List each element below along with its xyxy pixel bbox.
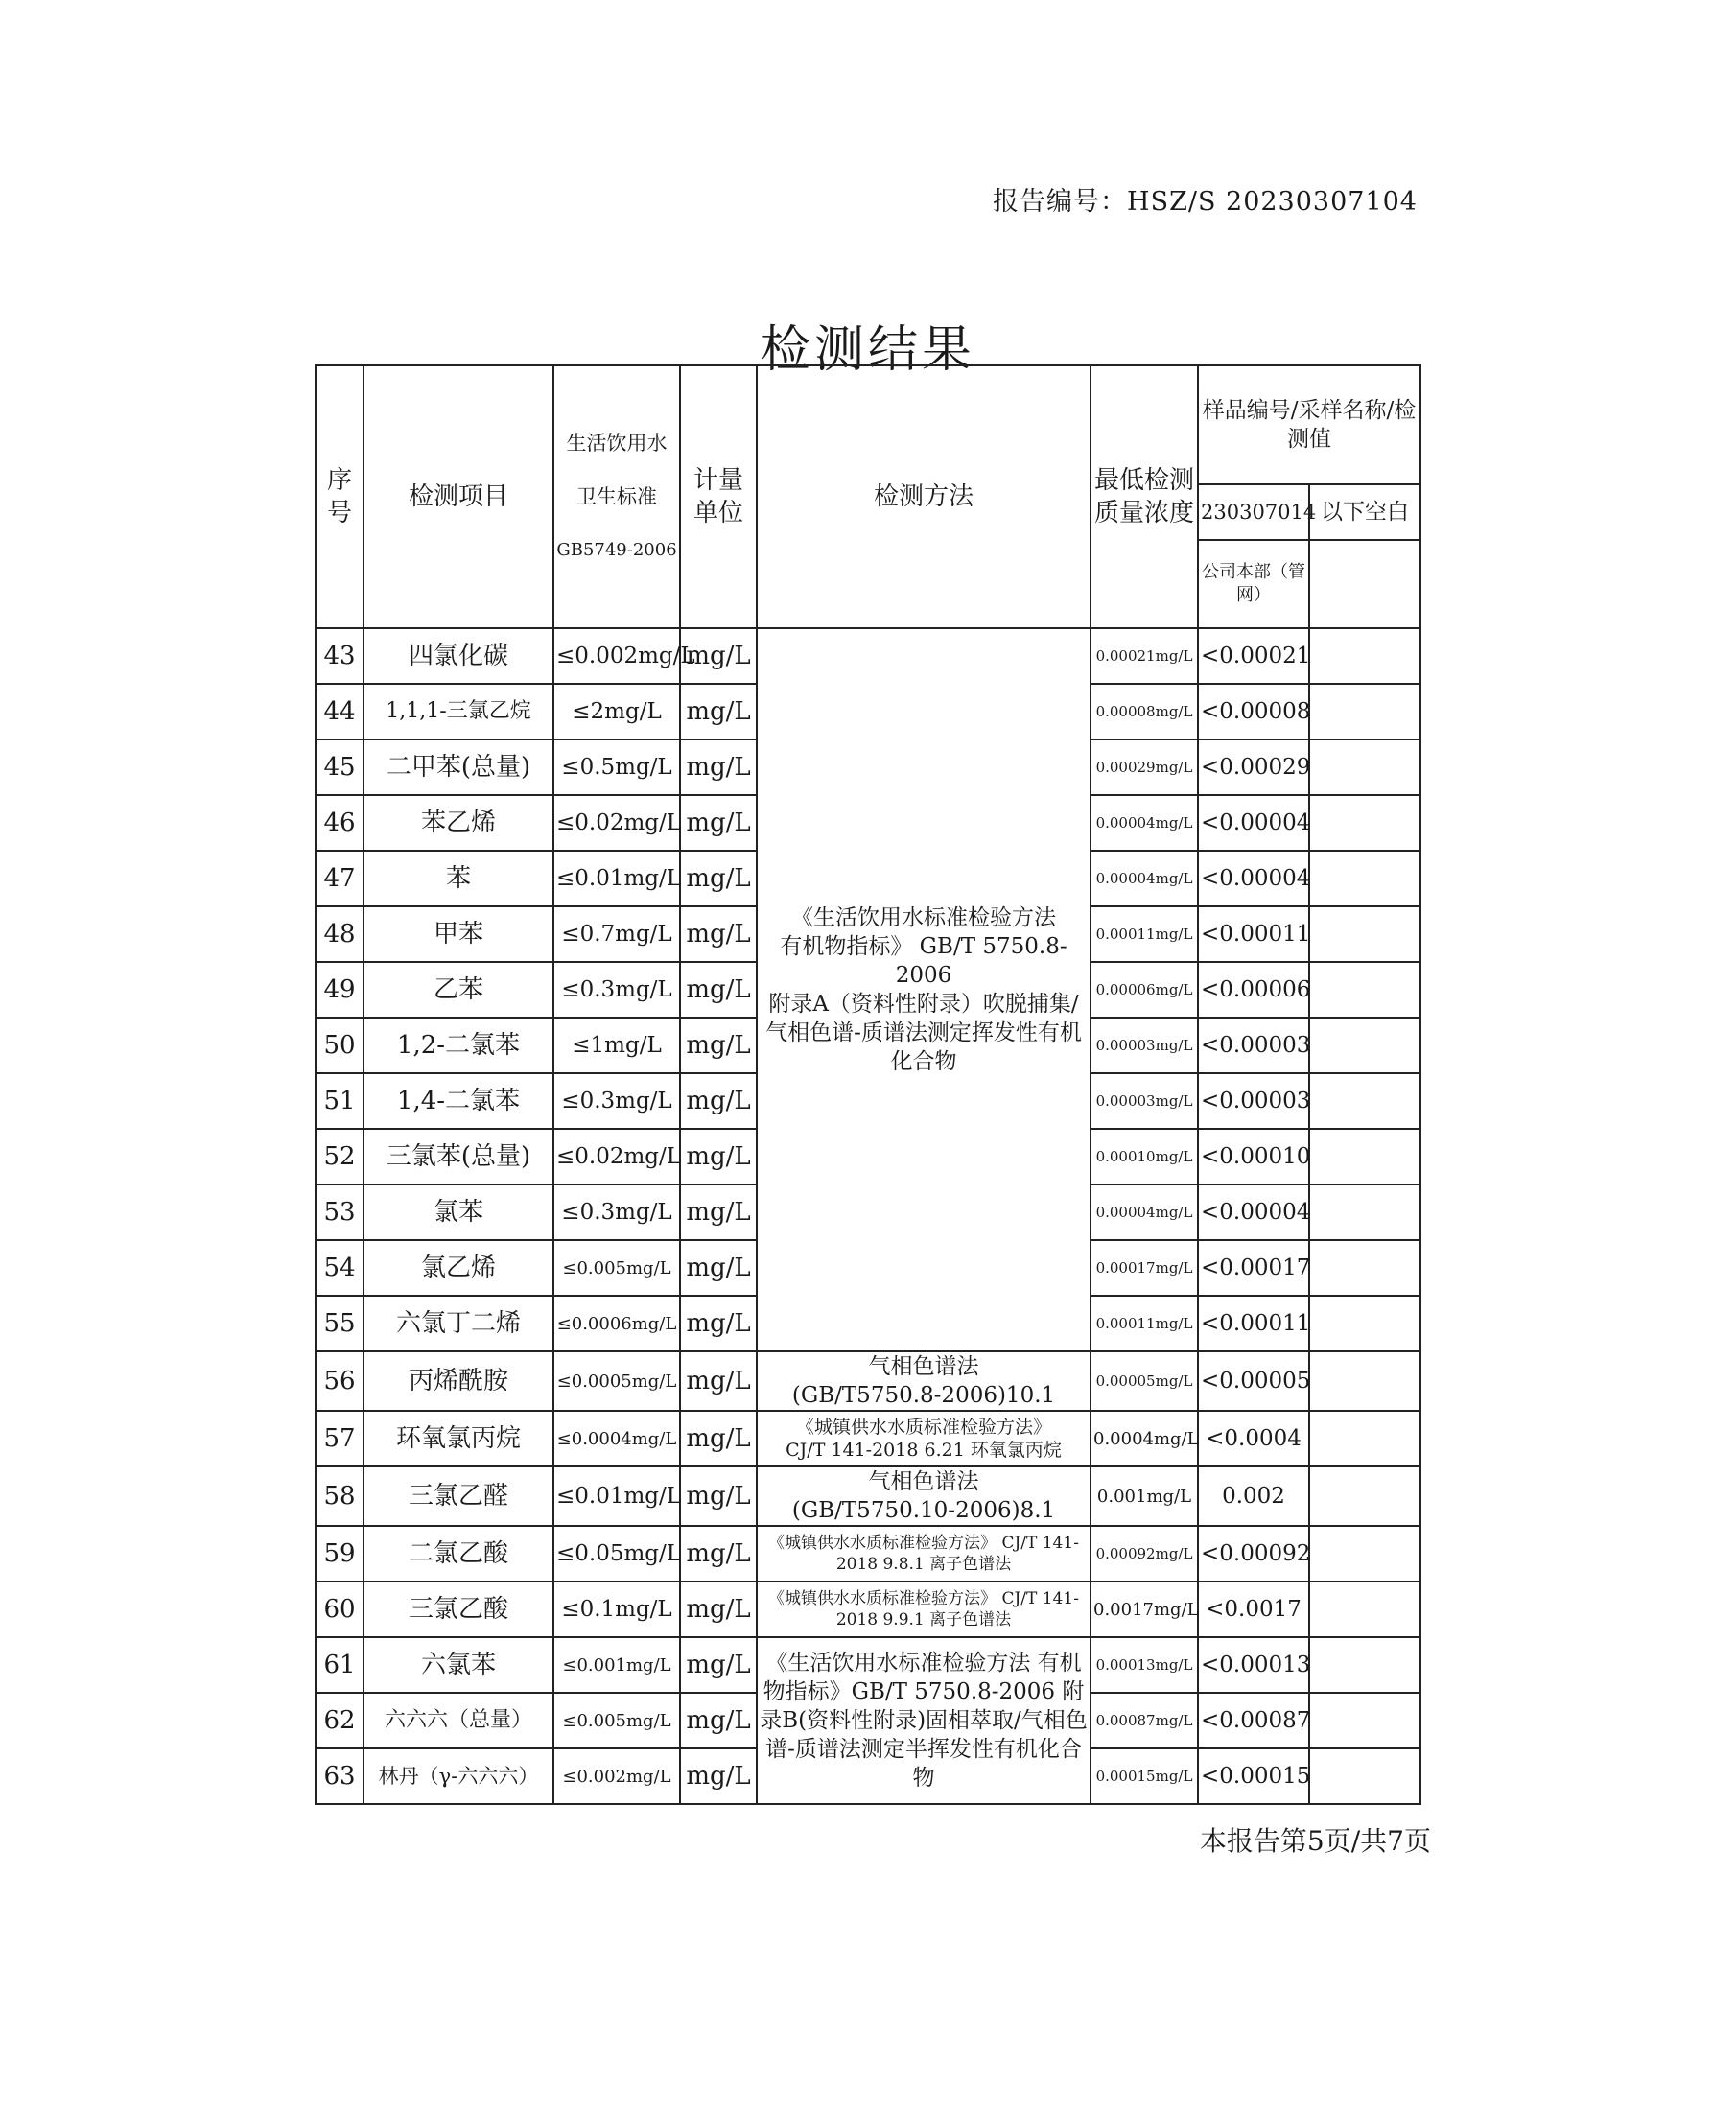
test-item: 二氯乙酸 <box>364 1526 553 1582</box>
min-detect-value: 0.00015mg/L <box>1091 1748 1198 1804</box>
blank-cell <box>1309 1296 1420 1351</box>
report-number: 报告编号：HSZ/S 20230307104 <box>993 187 1418 217</box>
standard-limit: ≤0.7mg/L <box>553 906 680 962</box>
result-value: <0.00029 <box>1198 739 1309 795</box>
min-detect-value: 0.00003mg/L <box>1091 1073 1198 1129</box>
row-number: 58 <box>316 1466 364 1526</box>
method-voc <box>757 628 1091 1351</box>
blank-cell <box>1309 1018 1420 1073</box>
header-empty-cell <box>1309 540 1420 628</box>
row-number: 57 <box>316 1411 364 1466</box>
row-number: 52 <box>316 1129 364 1184</box>
unit: mg/L <box>680 1748 757 1804</box>
table-row <box>316 1582 1420 1637</box>
method-trichloroacetic-acid: 《城镇供水水质标准检验方法》 CJ/T 141-2018 9.9.1 离子色谱法 <box>757 1582 1091 1637</box>
test-item: 1,1,1-三氯乙烷 <box>364 684 553 739</box>
standard-limit: ≤0.002mg/L <box>553 628 680 684</box>
standard-limit: ≤0.1mg/L <box>553 1582 680 1637</box>
table-row <box>316 1411 1420 1466</box>
min-detect-value: 0.00004mg/L <box>1091 1184 1198 1240</box>
method-acrylamide <box>757 1351 1091 1411</box>
unit: mg/L <box>680 1351 757 1411</box>
test-item: 三氯苯(总量) <box>364 1129 553 1184</box>
blank-cell <box>1309 1184 1420 1240</box>
row-number: 46 <box>316 795 364 851</box>
test-item: 氯乙烯 <box>364 1240 553 1296</box>
result-value: <0.00003 <box>1198 1018 1309 1073</box>
unit: mg/L <box>680 1411 757 1466</box>
blank-cell <box>1309 1129 1420 1184</box>
result-value: <0.00011 <box>1198 1296 1309 1351</box>
standard-limit: ≤0.0005mg/L <box>553 1351 680 1411</box>
result-value: <0.0004 <box>1198 1411 1309 1466</box>
header-sample-id: 230307014 <box>1198 484 1309 540</box>
table-row <box>316 1351 1420 1411</box>
standard-limit: ≤0.001mg/L <box>553 1637 680 1693</box>
row-number: 44 <box>316 684 364 739</box>
test-item: 二甲苯(总量) <box>364 739 553 795</box>
blank-cell <box>1309 1411 1420 1466</box>
method-epichlorohydrin <box>757 1411 1091 1466</box>
method-svoc: 《生活饮用水标准检验方法 有机物指标》GB/T 5750.8-2006 附录B(资料性附录)固相萃取/气相色谱-质谱法测定半挥发性有机化合物 <box>757 1637 1091 1804</box>
standard-limit: ≤0.5mg/L <box>553 739 680 795</box>
test-item: 甲苯 <box>364 906 553 962</box>
row-number: 53 <box>316 1184 364 1240</box>
test-item: 1,2-二氯苯 <box>364 1018 553 1073</box>
blank-cell <box>1309 906 1420 962</box>
standard-limit: ≤0.3mg/L <box>553 1073 680 1129</box>
min-detect-value: 0.00011mg/L <box>1091 906 1198 962</box>
result-value: <0.00011 <box>1198 906 1309 962</box>
blank-cell <box>1309 684 1420 739</box>
header-standard-line2: 卫生标准 <box>576 485 657 508</box>
min-detect-value: 0.0017mg/L <box>1091 1582 1198 1637</box>
min-detect-value: 0.00092mg/L <box>1091 1526 1198 1582</box>
unit: mg/L <box>680 795 757 851</box>
test-item: 环氧氯丙烷 <box>364 1411 553 1466</box>
min-detect-value: 0.00005mg/L <box>1091 1351 1198 1411</box>
result-value: <0.00087 <box>1198 1693 1309 1748</box>
row-number: 61 <box>316 1637 364 1693</box>
test-item: 1,4-二氯苯 <box>364 1073 553 1129</box>
method-dichloroacetic-acid: 《城镇供水水质标准检验方法》 CJ/T 141-2018 9.8.1 离子色谱法 <box>757 1526 1091 1582</box>
standard-limit: ≤0.0004mg/L <box>553 1411 680 1466</box>
header-seq: 序号 <box>316 365 364 628</box>
unit: mg/L <box>680 906 757 962</box>
unit: mg/L <box>680 1466 757 1526</box>
row-number: 51 <box>316 1073 364 1129</box>
min-detect-value: 0.00017mg/L <box>1091 1240 1198 1296</box>
method-chloral-hydrate <box>757 1466 1091 1526</box>
unit: mg/L <box>680 1240 757 1296</box>
unit: mg/L <box>680 1693 757 1748</box>
row-number: 55 <box>316 1296 364 1351</box>
unit: mg/L <box>680 1184 757 1240</box>
result-value: <0.00006 <box>1198 962 1309 1018</box>
blank-cell <box>1309 1748 1420 1804</box>
row-number: 63 <box>316 1748 364 1804</box>
test-item: 乙苯 <box>364 962 553 1018</box>
result-value: <0.00017 <box>1198 1240 1309 1296</box>
header-sample-name: 公司本部（管网） <box>1198 540 1309 628</box>
header-standard-line3: GB5749-2006 <box>556 540 677 560</box>
unit: mg/L <box>680 851 757 906</box>
result-value: <0.00003 <box>1198 1073 1309 1129</box>
blank-cell <box>1309 1693 1420 1748</box>
table-row <box>316 628 1420 684</box>
unit: mg/L <box>680 628 757 684</box>
unit: mg/L <box>680 1129 757 1184</box>
standard-limit: ≤0.005mg/L <box>553 1240 680 1296</box>
unit: mg/L <box>680 1073 757 1129</box>
row-number: 50 <box>316 1018 364 1073</box>
results-table <box>315 364 1421 1805</box>
row-number: 62 <box>316 1693 364 1748</box>
header-standard-line1: 生活饮用水 <box>566 432 668 455</box>
header-blank: 以下空白 <box>1309 484 1420 540</box>
result-value: <0.00004 <box>1198 851 1309 906</box>
header-unit: 计量单位 <box>680 365 757 628</box>
method-voc-line2: 有机物指标》 GB/T 5750.8-2006 <box>780 934 1067 988</box>
result-value: <0.00008 <box>1198 684 1309 739</box>
unit: mg/L <box>680 1582 757 1637</box>
standard-limit: ≤0.05mg/L <box>553 1526 680 1582</box>
test-item: 丙烯酰胺 <box>364 1351 553 1411</box>
blank-cell <box>1309 1073 1420 1129</box>
result-value: <0.00004 <box>1198 1184 1309 1240</box>
page-footer: 本报告第5页/共7页 <box>1199 1825 1431 1857</box>
page-title: 检测结果 <box>760 321 975 379</box>
method-acrylamide-line2: (GB/T5750.8-2006)10.1 <box>791 1383 1056 1408</box>
standard-limit: ≤0.01mg/L <box>553 1466 680 1526</box>
blank-cell <box>1309 1351 1420 1411</box>
unit: mg/L <box>680 684 757 739</box>
blank-cell <box>1309 739 1420 795</box>
standard-limit: ≤2mg/L <box>553 684 680 739</box>
table-row <box>316 1637 1420 1693</box>
standard-limit: ≤0.3mg/L <box>553 962 680 1018</box>
row-number: 49 <box>316 962 364 1018</box>
header-min-detect: 最低检测质量浓度 <box>1091 365 1198 628</box>
test-item: 苯乙烯 <box>364 795 553 851</box>
test-item: 苯 <box>364 851 553 906</box>
method-chloral-hydrate-line1: 气相色谱法 <box>868 1469 979 1494</box>
unit: mg/L <box>680 1018 757 1073</box>
result-value: <0.00013 <box>1198 1637 1309 1693</box>
standard-limit: ≤1mg/L <box>553 1018 680 1073</box>
blank-cell <box>1309 1466 1420 1526</box>
method-voc-line1: 《生活饮用水标准检验方法 <box>791 905 1056 930</box>
result-value: 0.002 <box>1198 1466 1309 1526</box>
header-sample-group: 样品编号/采样名称/检测值 <box>1198 365 1420 484</box>
method-acrylamide-line1: 气相色谱法 <box>868 1354 979 1379</box>
row-number: 54 <box>316 1240 364 1296</box>
min-detect-value: 0.0004mg/L <box>1091 1411 1198 1466</box>
test-item: 三氯乙酸 <box>364 1582 553 1637</box>
test-item: 四氯化碳 <box>364 628 553 684</box>
standard-limit: ≤0.3mg/L <box>553 1184 680 1240</box>
min-detect-value: 0.00011mg/L <box>1091 1296 1198 1351</box>
standard-limit: ≤0.01mg/L <box>553 851 680 906</box>
table-row <box>316 1466 1420 1526</box>
method-epichlorohydrin-line2: CJ/T 141-2018 6.21 环氧氯丙烷 <box>786 1440 1062 1461</box>
result-value: <0.00005 <box>1198 1351 1309 1411</box>
test-item: 六氯丁二烯 <box>364 1296 553 1351</box>
test-item: 六氯苯 <box>364 1637 553 1693</box>
unit: mg/L <box>680 1526 757 1582</box>
test-item: 林丹（γ-六六六） <box>364 1748 553 1804</box>
blank-cell <box>1309 1637 1420 1693</box>
table-row <box>316 1526 1420 1582</box>
test-item: 氯苯 <box>364 1184 553 1240</box>
result-value: <0.00092 <box>1198 1526 1309 1582</box>
unit: mg/L <box>680 1637 757 1693</box>
test-item: 六六六（总量） <box>364 1693 553 1748</box>
row-number: 56 <box>316 1351 364 1411</box>
unit: mg/L <box>680 739 757 795</box>
min-detect-value: 0.00021mg/L <box>1091 628 1198 684</box>
min-detect-value: 0.00006mg/L <box>1091 962 1198 1018</box>
row-number: 47 <box>316 851 364 906</box>
min-detect-value: 0.00029mg/L <box>1091 739 1198 795</box>
standard-limit: ≤0.02mg/L <box>553 1129 680 1184</box>
blank-cell <box>1309 628 1420 684</box>
min-detect-value: 0.00010mg/L <box>1091 1129 1198 1184</box>
min-detect-value: 0.00004mg/L <box>1091 851 1198 906</box>
unit: mg/L <box>680 1296 757 1351</box>
row-number: 48 <box>316 906 364 962</box>
header-method: 检测方法 <box>757 365 1091 628</box>
standard-limit: ≤0.0006mg/L <box>553 1296 680 1351</box>
blank-cell <box>1309 962 1420 1018</box>
result-value: <0.00015 <box>1198 1748 1309 1804</box>
method-epichlorohydrin-line1: 《城镇供水水质标准检验方法》 <box>795 1417 1051 1438</box>
row-number: 59 <box>316 1526 364 1582</box>
standard-limit: ≤0.002mg/L <box>553 1748 680 1804</box>
min-detect-value: 0.00008mg/L <box>1091 684 1198 739</box>
blank-cell <box>1309 1240 1420 1296</box>
unit: mg/L <box>680 962 757 1018</box>
result-value: <0.00010 <box>1198 1129 1309 1184</box>
standard-limit: ≤0.02mg/L <box>553 795 680 851</box>
min-detect-value: 0.001mg/L <box>1091 1466 1198 1526</box>
result-value: <0.0017 <box>1198 1582 1309 1637</box>
row-number: 45 <box>316 739 364 795</box>
header-standard <box>553 365 680 628</box>
method-voc-line3: 附录A（资料性附录）吹脱捕集/气相色谱-质谱法测定挥发性有机化合物 <box>765 992 1082 1074</box>
min-detect-value: 0.00013mg/L <box>1091 1637 1198 1693</box>
test-item: 三氯乙醛 <box>364 1466 553 1526</box>
min-detect-value: 0.00003mg/L <box>1091 1018 1198 1073</box>
header-item: 检测项目 <box>364 365 553 628</box>
blank-cell <box>1309 1526 1420 1582</box>
min-detect-value: 0.00087mg/L <box>1091 1693 1198 1748</box>
result-value: <0.00004 <box>1198 795 1309 851</box>
result-value: <0.00021 <box>1198 628 1309 684</box>
blank-cell <box>1309 1582 1420 1637</box>
blank-cell <box>1309 795 1420 851</box>
standard-limit: ≤0.005mg/L <box>553 1693 680 1748</box>
row-number: 43 <box>316 628 364 684</box>
method-chloral-hydrate-line2: (GB/T5750.10-2006)8.1 <box>791 1498 1056 1523</box>
min-detect-value: 0.00004mg/L <box>1091 795 1198 851</box>
row-number: 60 <box>316 1582 364 1637</box>
blank-cell <box>1309 851 1420 906</box>
